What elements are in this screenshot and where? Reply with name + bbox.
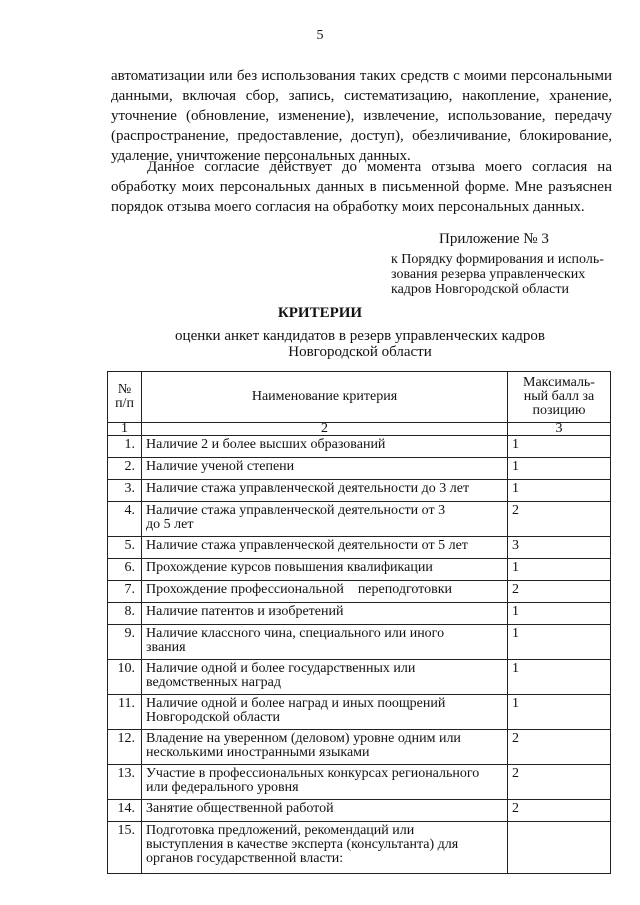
column-index-row xyxy=(108,423,611,436)
subheading-line: Новгородской области xyxy=(288,344,432,360)
max-score: 1 xyxy=(508,660,611,695)
appendix-title: Приложение № 3 xyxy=(439,231,549,247)
max-score: 1 xyxy=(508,603,611,625)
row-number: 2. xyxy=(108,458,142,480)
row-number: 9. xyxy=(108,625,142,660)
criterion-name: Наличие стажа управленческой деятельности от 5 лет xyxy=(142,537,508,559)
table-row xyxy=(108,800,611,822)
row-number: 11. xyxy=(108,695,142,730)
paragraph-line: Данное согласие действует до момента отзыва моего согласия на xyxy=(147,159,612,175)
row-number: 3. xyxy=(108,480,142,502)
table-row xyxy=(108,822,611,874)
table-row xyxy=(108,480,611,502)
max-score: 1 xyxy=(508,625,611,660)
row-number: 10. xyxy=(108,660,142,695)
column-index: 3 xyxy=(508,423,611,436)
paragraph-line: (распространение, предоставление, доступ), обезличивание, блокирование, xyxy=(111,128,612,144)
table-row xyxy=(108,625,611,660)
max-score: 2 xyxy=(508,730,611,765)
consent-validity-paragraph xyxy=(111,157,612,217)
table-row xyxy=(108,502,611,537)
row-number: 4. xyxy=(108,502,142,537)
max-score: 2 xyxy=(508,765,611,800)
column-index: 1 xyxy=(108,423,142,436)
table-row xyxy=(108,730,611,765)
criterion-name: Наличие ученой степени xyxy=(142,458,508,480)
max-score: 1 xyxy=(508,559,611,581)
paragraph-line: уточнение (обновление, изменение), извлечение, использование, передачу xyxy=(111,108,612,124)
table-row xyxy=(108,581,611,603)
criterion-name: Наличие 2 и более высших образований xyxy=(142,436,508,458)
header-max-score: Максималь- ный балл за позицию xyxy=(508,372,611,423)
appendix-ref-line: к Порядку формирования и исполь- xyxy=(391,252,604,267)
row-number: 15. xyxy=(108,822,142,874)
consent-paragraph xyxy=(111,66,612,166)
criterion-name: Наличие одной и более наград и иных поощрений Новгородской области xyxy=(142,695,508,730)
max-score: 1 xyxy=(508,695,611,730)
table-row xyxy=(108,458,611,480)
table-header-row xyxy=(108,372,611,423)
appendix-ref-line: кадров Новгородской области xyxy=(391,282,569,297)
table-row xyxy=(108,559,611,581)
paragraph-line: удаление, уничтожение персональных данных. xyxy=(111,148,411,164)
table-row xyxy=(108,436,611,458)
max-score: 2 xyxy=(508,800,611,822)
row-number: 7. xyxy=(108,581,142,603)
criterion-name: Владение на уверенном (деловом) уровне одним или несколькими иностранными языками xyxy=(142,730,508,765)
criterion-name: Наличие стажа управленческой деятельности от 3 до 5 лет xyxy=(142,502,508,537)
criterion-name: Наличие одной и более государственных или ведомственных наград xyxy=(142,660,508,695)
paragraph-line: обработку моих персональных данных в письменной форме. Мне разъяснен xyxy=(111,179,612,195)
table-row xyxy=(108,537,611,559)
column-index: 2 xyxy=(142,423,508,436)
table-row xyxy=(108,765,611,800)
row-number: 1. xyxy=(108,436,142,458)
criterion-name: Наличие классного чина, специального или иного звания xyxy=(142,625,508,660)
criterion-name: Прохождение профессиональной переподготовки xyxy=(142,581,508,603)
row-number: 5. xyxy=(108,537,142,559)
criterion-name: Наличие патентов и изобретений xyxy=(142,603,508,625)
row-number: 14. xyxy=(108,800,142,822)
row-number: 6. xyxy=(108,559,142,581)
header-number: № п/п xyxy=(108,372,142,423)
row-number: 12. xyxy=(108,730,142,765)
header-criterion-name: Наименование критерия xyxy=(142,372,508,423)
paragraph-line: данными, включая сбор, запись, систематизацию, накопление, хранение, xyxy=(111,88,612,104)
table-row xyxy=(108,660,611,695)
criterion-name: Прохождение курсов повышения квалификации xyxy=(142,559,508,581)
max-score: 1 xyxy=(508,480,611,502)
criteria-table xyxy=(107,371,611,874)
max-score: 1 xyxy=(508,458,611,480)
criteria-heading: КРИТЕРИИ xyxy=(277,305,363,321)
appendix-reference xyxy=(391,252,621,297)
page-number: 5 xyxy=(316,28,324,43)
criteria-subheading xyxy=(110,328,610,360)
paragraph-line: порядок отзыва моего согласия на обработку моих персональных данных. xyxy=(111,199,585,215)
criterion-name: Занятие общественной работой xyxy=(142,800,508,822)
paragraph-line: автоматизации или без использования таких средств с моими персональными xyxy=(111,68,612,84)
criterion-name: Наличие стажа управленческой деятельности до 3 лет xyxy=(142,480,508,502)
max-score: 3 xyxy=(508,537,611,559)
max-score: 2 xyxy=(508,581,611,603)
subheading-line: оценки анкет кандидатов в резерв управленческих кадров xyxy=(175,328,545,344)
criterion-name: Подготовка предложений, рекомендаций или выступления в качестве эксперта (консультанта) для органов государственной власти: xyxy=(142,822,508,874)
table-row xyxy=(108,695,611,730)
table-row xyxy=(108,603,611,625)
row-number: 13. xyxy=(108,765,142,800)
max-score: 1 xyxy=(508,436,611,458)
max-score: 2 xyxy=(508,502,611,537)
criterion-name: Участие в профессиональных конкурсах регионального или федерального уровня xyxy=(142,765,508,800)
row-number: 8. xyxy=(108,603,142,625)
appendix-ref-line: зования резерва управленческих xyxy=(391,267,586,282)
max-score xyxy=(508,822,611,874)
